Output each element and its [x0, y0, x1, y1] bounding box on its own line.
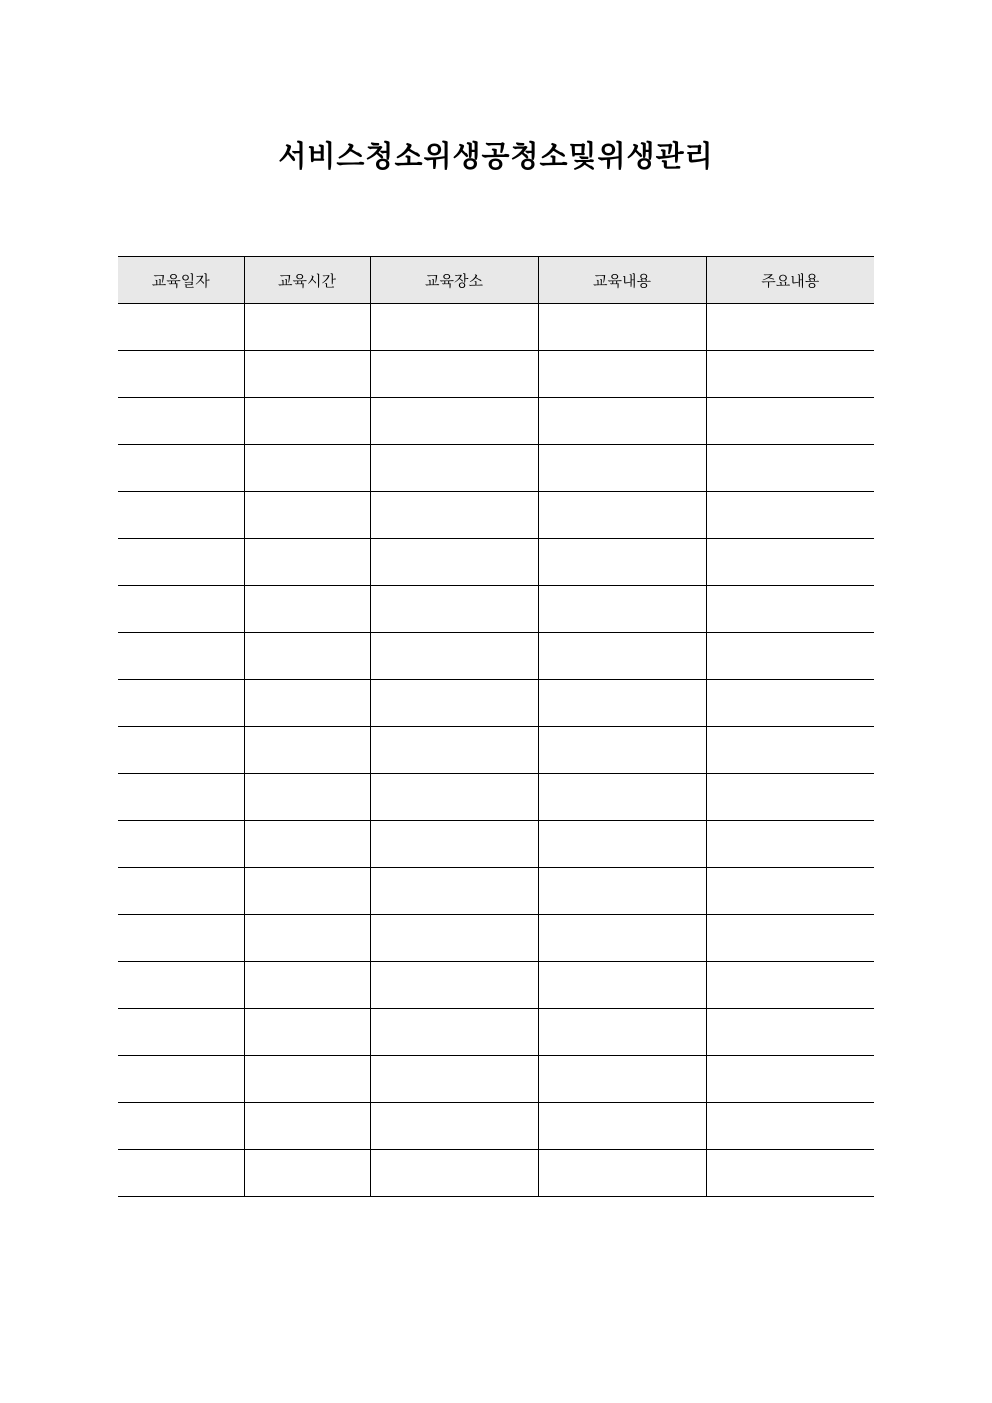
table-row — [118, 680, 874, 727]
cell-content[interactable] — [538, 1150, 706, 1197]
cell-place[interactable] — [370, 727, 538, 774]
cell-time[interactable] — [244, 727, 370, 774]
table-row — [118, 539, 874, 586]
cell-time[interactable] — [244, 539, 370, 586]
cell-date[interactable] — [118, 1150, 244, 1197]
cell-place[interactable] — [370, 1056, 538, 1103]
table-row — [118, 915, 874, 962]
table-row — [118, 821, 874, 868]
cell-time[interactable] — [244, 586, 370, 633]
cell-place[interactable] — [370, 633, 538, 680]
cell-main-content[interactable] — [706, 1009, 874, 1056]
cell-date[interactable] — [118, 821, 244, 868]
table-row — [118, 633, 874, 680]
table-row — [118, 1103, 874, 1150]
cell-place[interactable] — [370, 680, 538, 727]
table-header-row — [118, 257, 874, 304]
cell-time[interactable] — [244, 680, 370, 727]
cell-main-content[interactable] — [706, 492, 874, 539]
table-row — [118, 962, 874, 1009]
cell-time[interactable] — [244, 304, 370, 351]
cell-place[interactable] — [370, 398, 538, 445]
cell-content[interactable] — [538, 398, 706, 445]
column-header-place: 교육장소 — [370, 257, 538, 304]
cell-content[interactable] — [538, 351, 706, 398]
cell-date[interactable] — [118, 774, 244, 821]
cell-content[interactable] — [538, 1103, 706, 1150]
cell-main-content[interactable] — [706, 304, 874, 351]
cell-place[interactable] — [370, 915, 538, 962]
table-row — [118, 868, 874, 915]
cell-date[interactable] — [118, 633, 244, 680]
cell-time[interactable] — [244, 962, 370, 1009]
cell-time[interactable] — [244, 868, 370, 915]
cell-content[interactable] — [538, 727, 706, 774]
cell-content[interactable] — [538, 633, 706, 680]
cell-main-content[interactable] — [706, 915, 874, 962]
cell-place[interactable] — [370, 1103, 538, 1150]
cell-content[interactable] — [538, 1056, 706, 1103]
cell-place[interactable] — [370, 351, 538, 398]
table-row — [118, 727, 874, 774]
cell-date[interactable] — [118, 1009, 244, 1056]
cell-date[interactable] — [118, 492, 244, 539]
table-row — [118, 774, 874, 821]
table-body — [118, 304, 874, 1197]
cell-time[interactable] — [244, 1103, 370, 1150]
cell-place[interactable] — [370, 774, 538, 821]
cell-place[interactable] — [370, 962, 538, 1009]
cell-date[interactable] — [118, 398, 244, 445]
cell-content[interactable] — [538, 821, 706, 868]
cell-date[interactable] — [118, 915, 244, 962]
cell-main-content[interactable] — [706, 821, 874, 868]
cell-time[interactable] — [244, 398, 370, 445]
cell-place[interactable] — [370, 1009, 538, 1056]
cell-date[interactable] — [118, 1056, 244, 1103]
cell-main-content[interactable] — [706, 774, 874, 821]
cell-time[interactable] — [244, 445, 370, 492]
table-row — [118, 1150, 874, 1197]
cell-main-content[interactable] — [706, 445, 874, 492]
cell-main-content[interactable] — [706, 680, 874, 727]
cell-main-content[interactable] — [706, 539, 874, 586]
cell-content[interactable] — [538, 962, 706, 1009]
cell-time[interactable] — [244, 915, 370, 962]
column-header-main-content: 주요내용 — [706, 257, 874, 304]
cell-date[interactable] — [118, 680, 244, 727]
cell-content[interactable] — [538, 304, 706, 351]
column-header-time: 교육시간 — [244, 257, 370, 304]
table-row — [118, 351, 874, 398]
cell-place[interactable] — [370, 586, 538, 633]
cell-date[interactable] — [118, 445, 244, 492]
cell-main-content[interactable] — [706, 727, 874, 774]
cell-content[interactable] — [538, 915, 706, 962]
cell-main-content[interactable] — [706, 1103, 874, 1150]
table-row — [118, 1056, 874, 1103]
table-row — [118, 492, 874, 539]
cell-time[interactable] — [244, 633, 370, 680]
cell-main-content[interactable] — [706, 351, 874, 398]
cell-date[interactable] — [118, 304, 244, 351]
cell-date[interactable] — [118, 727, 244, 774]
cell-content[interactable] — [538, 492, 706, 539]
cell-main-content[interactable] — [706, 1150, 874, 1197]
cell-content[interactable] — [538, 539, 706, 586]
table-row — [118, 398, 874, 445]
cell-main-content[interactable] — [706, 398, 874, 445]
cell-main-content[interactable] — [706, 633, 874, 680]
cell-place[interactable] — [370, 821, 538, 868]
cell-time[interactable] — [244, 1009, 370, 1056]
cell-time[interactable] — [244, 492, 370, 539]
cell-place[interactable] — [370, 1150, 538, 1197]
document-title: 서비스청소위생공청소및위생관리 — [278, 139, 714, 173]
cell-time[interactable] — [244, 1150, 370, 1197]
cell-date[interactable] — [118, 539, 244, 586]
cell-content[interactable] — [538, 1009, 706, 1056]
cell-content[interactable] — [538, 586, 706, 633]
cell-date[interactable] — [118, 868, 244, 915]
cell-place[interactable] — [370, 445, 538, 492]
cell-date[interactable] — [118, 586, 244, 633]
cell-place[interactable] — [370, 539, 538, 586]
column-header-content: 교육내용 — [538, 257, 706, 304]
cell-time[interactable] — [244, 821, 370, 868]
cell-main-content[interactable] — [706, 586, 874, 633]
cell-time[interactable] — [244, 1056, 370, 1103]
table-row — [118, 1009, 874, 1056]
cell-main-content[interactable] — [706, 868, 874, 915]
cell-time[interactable] — [244, 774, 370, 821]
cell-date[interactable] — [118, 962, 244, 1009]
cell-content[interactable] — [538, 774, 706, 821]
cell-date[interactable] — [118, 1103, 244, 1150]
table-row — [118, 445, 874, 492]
cell-place[interactable] — [370, 492, 538, 539]
cell-place[interactable] — [370, 868, 538, 915]
cell-date[interactable] — [118, 351, 244, 398]
table-row — [118, 586, 874, 633]
cell-time[interactable] — [244, 351, 370, 398]
cell-place[interactable] — [370, 304, 538, 351]
cell-content[interactable] — [538, 680, 706, 727]
education-log-table — [118, 256, 874, 1197]
cell-main-content[interactable] — [706, 1056, 874, 1103]
cell-content[interactable] — [538, 868, 706, 915]
cell-content[interactable] — [538, 445, 706, 492]
cell-main-content[interactable] — [706, 962, 874, 1009]
column-header-date: 교육일자 — [118, 257, 244, 304]
table-row — [118, 304, 874, 351]
